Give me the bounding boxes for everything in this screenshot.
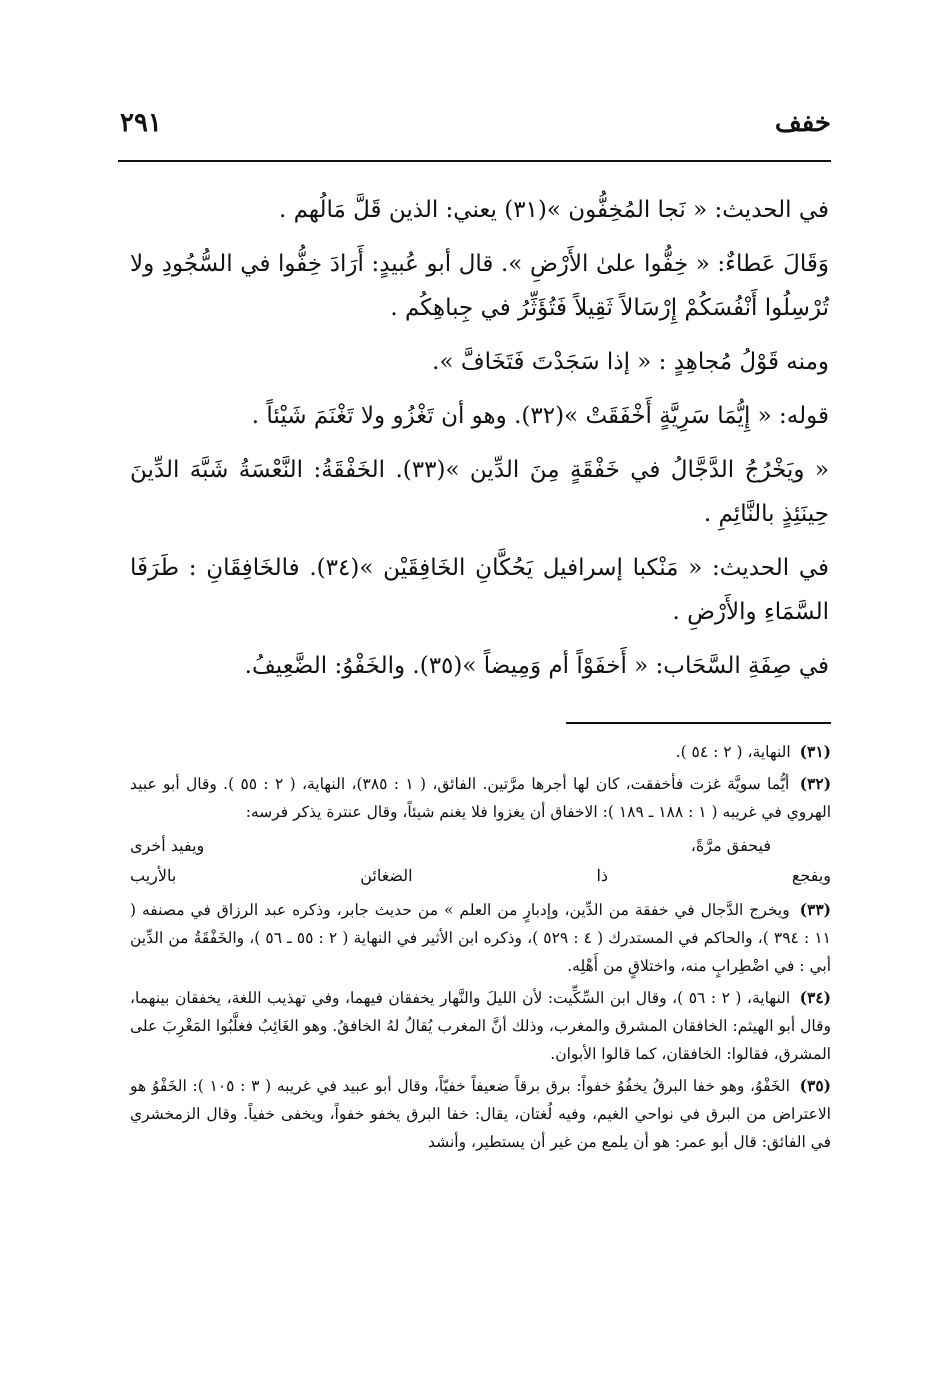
- footnote-text: النهاية، ( ٢ : ٥٤ ).: [675, 743, 791, 761]
- paragraph: « ويَخْرُجُ الدَّجَّالُ في خَفْقَةٍ مِنَ الدِّين »(٣٣). الخَفْقَةُ: النَّعْسَةُ شَبَّهَ الدِّينَ حِينَئِذٍ بالنَّائِمِ .: [130, 457, 829, 527]
- footnote-34: [130, 984, 831, 1068]
- paragraph: في صِفَةِ السَّحَاب: « أَخفَوْاً أم وَمِيضاً »(٣٥). والخَفْوُ: الضَّعِيفُ.: [244, 653, 829, 679]
- footnote-number: (٣٣): [799, 900, 831, 919]
- footnote-31: [130, 738, 831, 766]
- verse-word: بالأريب: [130, 866, 177, 885]
- footnote-rule: [566, 722, 831, 724]
- footnote-number: (٣٤): [799, 988, 831, 1007]
- paragraph: في الحديث: « نَجا المُخِفُّون »(٣١) يعني: الذين قَلَّ مَالُهم .: [278, 197, 829, 223]
- verse-word: ويفجع: [791, 866, 831, 885]
- page-header: [120, 100, 831, 150]
- paragraph: في الحديث: « مَنْكبا إسرافيل يَحُكَّانِ الخَافِقَيْن »(٣٤). فالخَافِقَانِ : طَرَفَا السَّمَاءِ والأَرْضِ .: [130, 555, 829, 625]
- footnote-33: [130, 896, 831, 980]
- page-number: ٢٩١: [120, 108, 162, 138]
- paragraph: ومنه قَوْلُ مُجاهِدٍ : « إذا سَجَدْتَ فَتَخَافَّ ».: [432, 349, 829, 375]
- verse-word: ويفيد أخرى: [130, 836, 205, 855]
- footnote-number: (٣٢): [799, 774, 832, 793]
- running-title: خفف: [774, 108, 831, 138]
- footnote-35: [130, 1072, 831, 1156]
- verse-word: ذا: [596, 866, 609, 885]
- verse-line-1: [130, 832, 771, 860]
- footnote-number: (٣٥): [799, 1076, 832, 1095]
- footnote-text: أيُّما سويَّة غزت فأخفقت، كان لها أجرها مرَّتين. الفائق، ( ١ : ٣٨٥)، النهاية، ( ٢ : ٥٥ ). وقال أبو عبيد الهروي في غريبه ( ١ : ١٨٨ ـ ١٨٩ ): الاخفاق أن يغزوا فلا يغنم شيئاً، وقال عنترة يذكر فرسه:: [130, 775, 831, 821]
- paragraph: وَقَالَ عَطاءٌ: « خِفُّوا علىٰ الأَرْضِ ». قال أبو عُبيدٍ: أَرَادَ خِفُّوا في السُّجُودِ ولا تُرْسِلُوا أَنْفُسَكُمْ إِرْسَالاً ثَقِيلاً فَتُؤَثِّرُ في جِباهِكُم .: [130, 251, 829, 321]
- footnote-text: النهاية، ( ٢ : ٥٦ )، وقال ابن السِّكِّيت: لأن الليلَ والنَّهار يخفقان فيهما، وفي تهذيب اللغة، يخفقان بينهما، وقال أبو الهيثم: الخافقان المشرق والمغرب، وذلك أنَّ المغرب يُقالُ لهُ الخافقُ. وهو الغَائِبُ فغلَّبُوا المَغْرِبَ على المشرق، فقالوا: الخافقان، كما قالوا الأبوان.: [130, 989, 831, 1063]
- verse-word: الضغائن: [360, 866, 413, 885]
- footnote-number: (٣١): [799, 742, 831, 761]
- footnote-32: [130, 770, 831, 890]
- footnotes: [130, 738, 831, 1160]
- footnote-text: ويخرج الدَّجال في خفقة من الدِّين، وإدبارٍ من العلم » من حديث جابر، وذكره عبد الرزاق في مصنفه ( ١١ : ٣٩٤ )، والحاكم في المستدرك ( ٤ : ٥٢٩ )، وذكره ابن الأثير في النهاية ( ٢ : ٥٥ ـ ٥٦ )، والخَفْقَةُ من الدِّين أبي : في اضْطِرابٍ منه، واختلاقٍ من أَهْلِه.: [130, 901, 831, 975]
- header-rule: [118, 160, 831, 162]
- main-text: [130, 188, 829, 698]
- verse-line-2: [130, 862, 831, 890]
- footnote-text: الخَفْوُ، وهو خفا البرقُ يخفُوُ خفواً: برق برقاً ضعيفاً خفيّاً، وقال أبو عبيد في غريبه ( ٣ : ١٠٥ ): الخَفْوُ هو الاعتراض من البرق في نواحي الغيم، وفيه لُغتان، يقال: خفا البرق يخفو خفواً، ويخفى خفياً. وقال الزمخشري في الفائق: قال أبو عمر: هو أن يلمع من غير أن يستطير، وأنشد: [130, 1077, 831, 1151]
- verse-word: فيحفق مرَّةً،: [690, 836, 771, 855]
- paragraph: قوله: « إِيُّمَا سَرِيَّةٍ أَخْفَقَتْ »(٣٢). وهو أن تَغْزُو ولا تَغْنَمَ شَيْئاً .: [251, 403, 829, 429]
